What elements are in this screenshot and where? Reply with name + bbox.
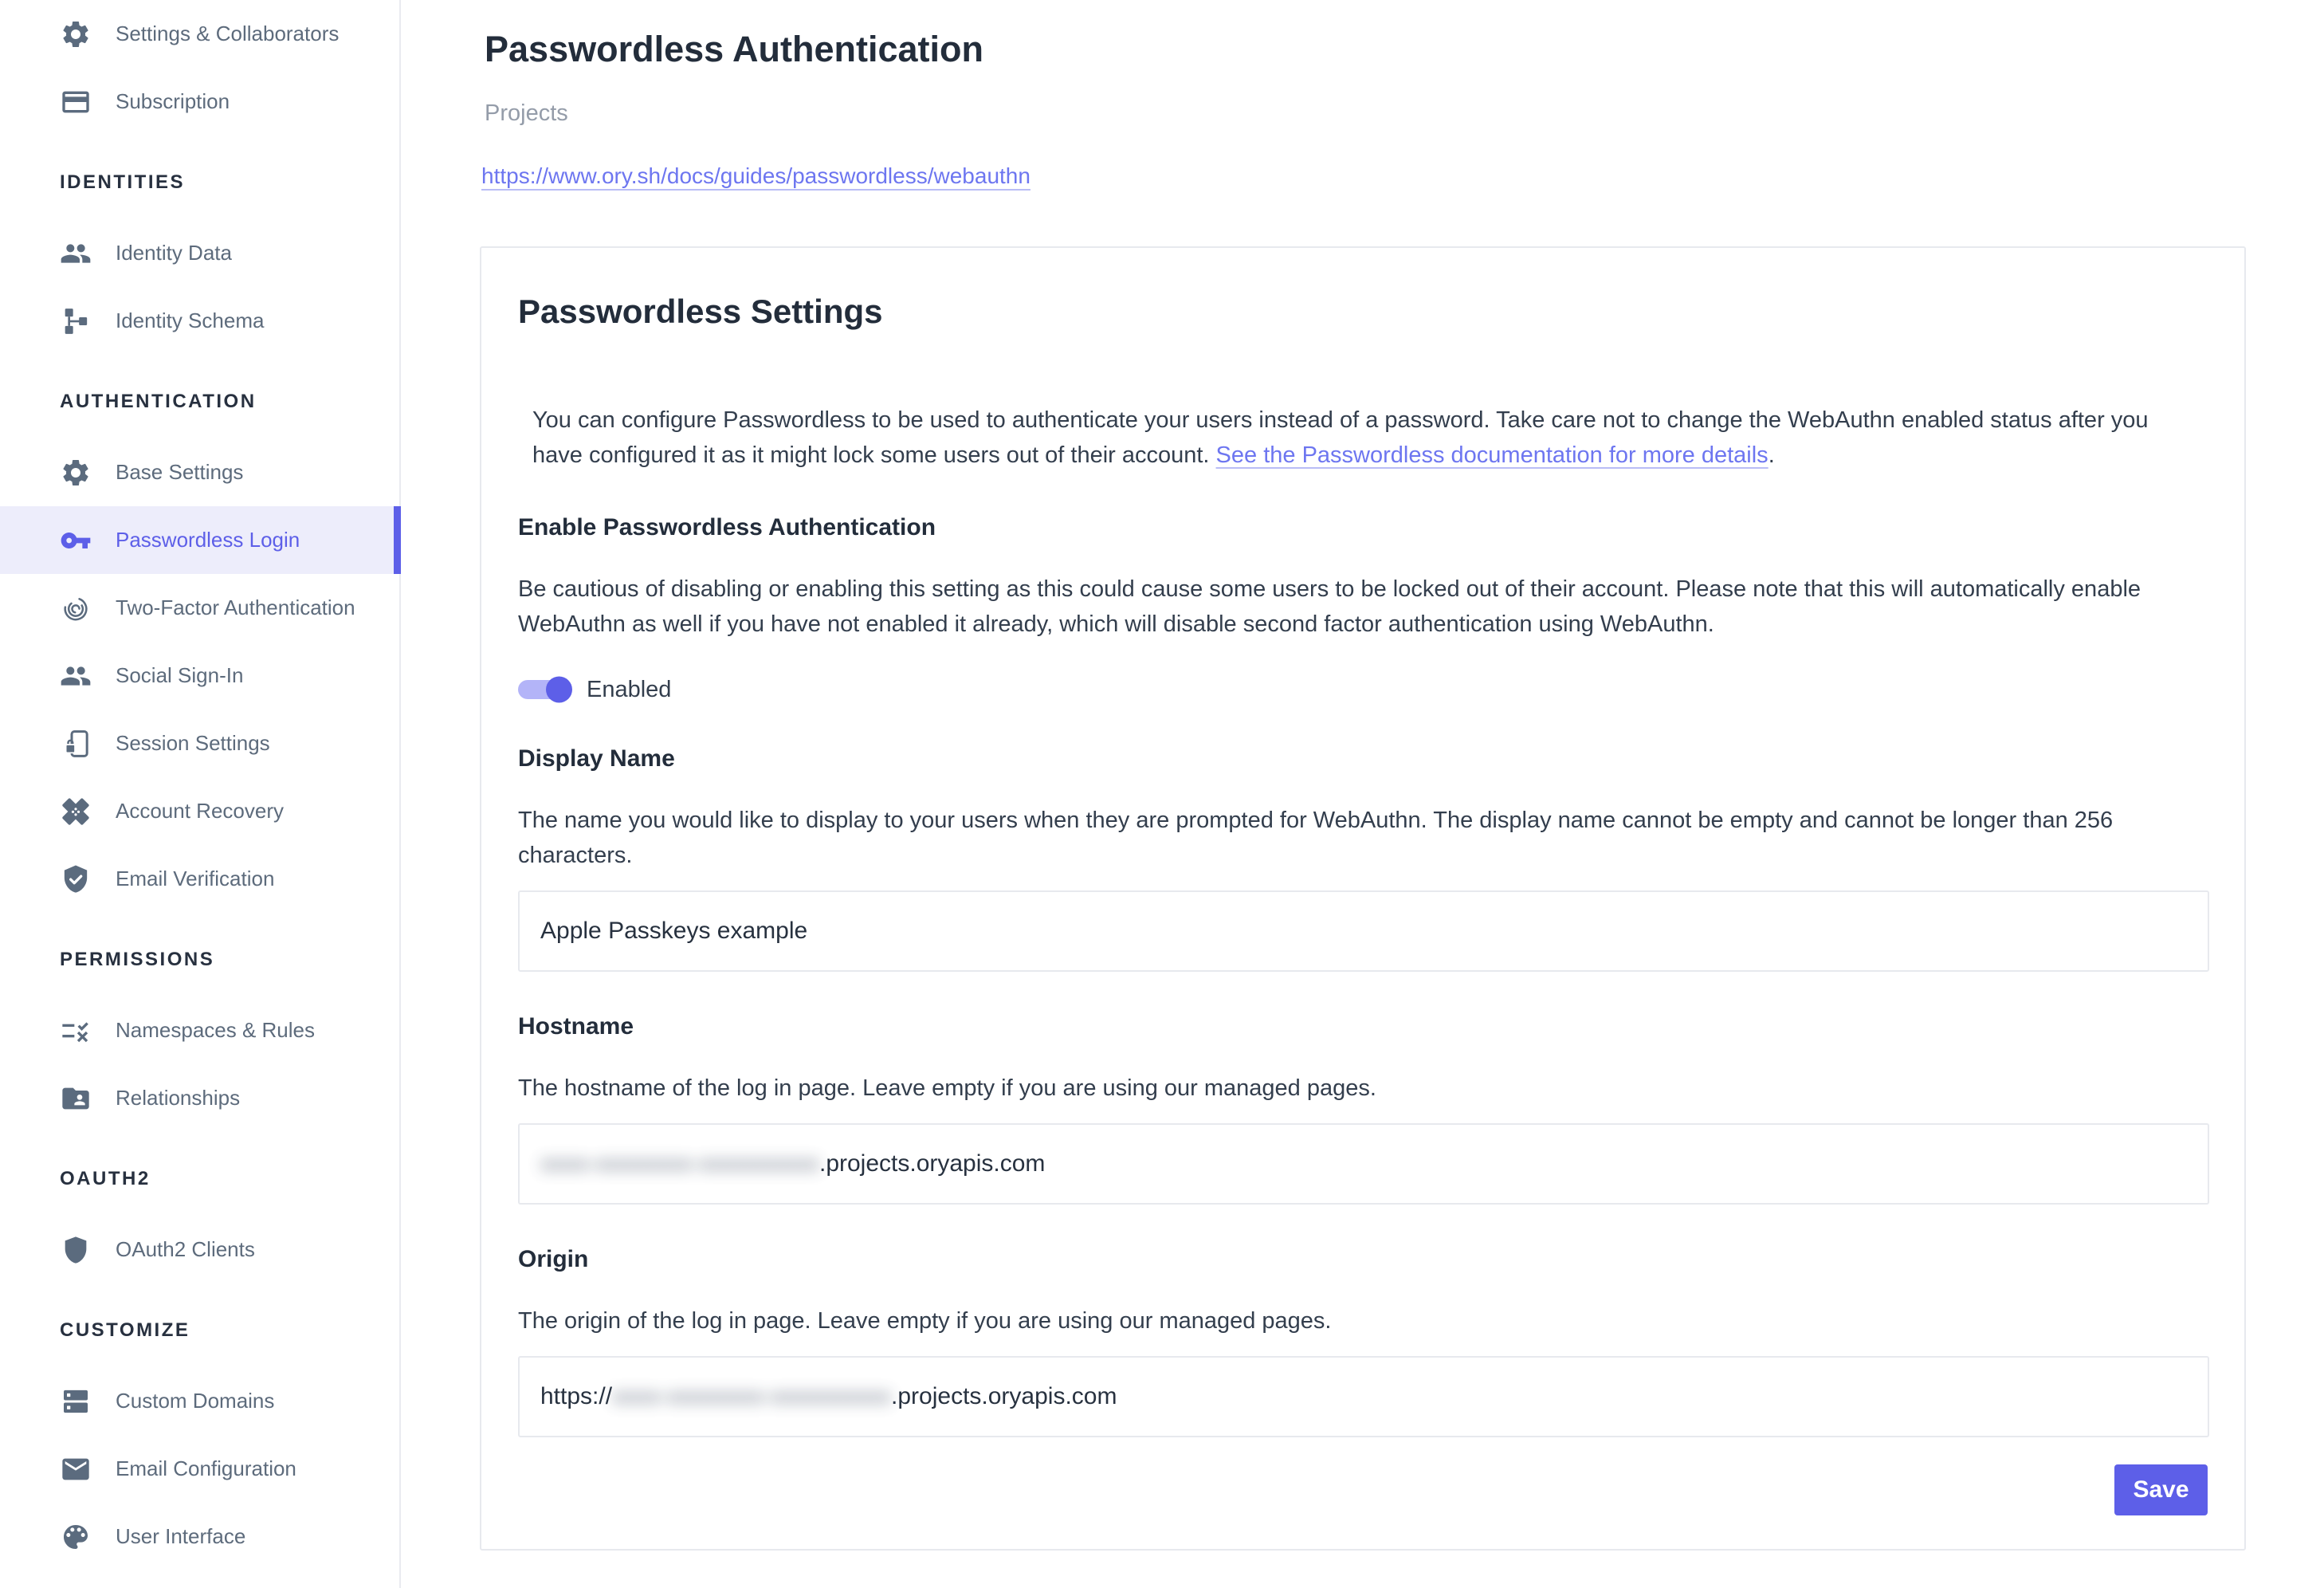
sidebar-item-passwordless-login[interactable] bbox=[0, 506, 399, 574]
main-content bbox=[480, 0, 2246, 1551]
sidebar-item-label: Custom Domains bbox=[116, 1389, 275, 1413]
palette-icon bbox=[60, 1521, 92, 1553]
hostname-input[interactable] bbox=[518, 1123, 2209, 1205]
sidebar-item-label: Two-Factor Authentication bbox=[116, 596, 355, 619]
people-icon bbox=[60, 238, 92, 269]
rule-icon bbox=[60, 1015, 92, 1047]
enable-toggle-row bbox=[518, 675, 2208, 704]
passwordless-docs-link[interactable]: See the Passwordless documentation for more details bbox=[1215, 442, 1769, 468]
sidebar-item-label: Account Recovery bbox=[116, 799, 284, 823]
hostname-title: Hostname bbox=[518, 1013, 634, 1040]
folder-user-icon bbox=[60, 1083, 92, 1114]
sidebar-item-label: Subscription bbox=[116, 89, 230, 113]
sidebar-item-label: OAuth2 Clients bbox=[116, 1237, 255, 1261]
sidebar-item-label: Email Configuration bbox=[116, 1456, 296, 1480]
hostname-description: The hostname of the log in page. Leave empty if you are using our managed pages. bbox=[518, 1075, 1376, 1101]
shield-icon bbox=[60, 1234, 92, 1266]
redacted-hostname: xxxx-xxxxxxxx-xxxxxxxxxx bbox=[540, 1150, 819, 1177]
sidebar-item-two-factor[interactable] bbox=[0, 574, 399, 642]
sidebar-item-label: Namespaces & Rules bbox=[116, 1018, 315, 1042]
sidebar-item-account-recovery[interactable] bbox=[0, 777, 399, 845]
sidebar-item-identity-schema[interactable] bbox=[0, 287, 399, 355]
sidebar-item-label: Social Sign-In bbox=[116, 663, 244, 687]
sidebar-section-permissions: PERMISSIONS bbox=[60, 948, 215, 970]
gear-icon bbox=[60, 18, 92, 50]
sidebar-item-identity-data[interactable] bbox=[0, 219, 399, 287]
fingerprint-icon bbox=[60, 592, 92, 624]
sidebar-item-label: Identity Data bbox=[116, 241, 232, 265]
sidebar-section-oauth2: OAUTH2 bbox=[60, 1167, 151, 1189]
toggle-knob bbox=[546, 677, 572, 703]
schema-icon bbox=[60, 305, 92, 337]
docs-link[interactable]: https://www.ory.sh/docs/guides/passwordless/webauthn bbox=[481, 163, 1030, 188]
origin-prefix: https:// bbox=[540, 1383, 613, 1409]
sidebar-item-oauth2-clients[interactable] bbox=[0, 1216, 399, 1283]
breadcrumb: Projects bbox=[485, 100, 568, 126]
sidebar-item-label: User Interface bbox=[116, 1524, 246, 1548]
passwordless-toggle[interactable] bbox=[518, 680, 571, 699]
page-title: Passwordless Authentication bbox=[485, 29, 983, 69]
device-lock-icon bbox=[60, 728, 92, 760]
sidebar-item-namespaces-rules[interactable] bbox=[0, 996, 399, 1064]
key-icon bbox=[60, 525, 92, 556]
sidebar-section-authentication: AUTHENTICATION bbox=[60, 390, 257, 412]
enable-section-title: Enable Passwordless Authentication bbox=[518, 514, 936, 540]
shield-check-icon bbox=[60, 863, 92, 895]
sidebar-item-subscription[interactable] bbox=[0, 68, 399, 136]
card-intro bbox=[532, 403, 2204, 473]
sidebar-section-identities: IDENTITIES bbox=[60, 171, 186, 193]
intro-period: . bbox=[1768, 442, 1775, 468]
card-actions bbox=[518, 1464, 2208, 1515]
servers-icon bbox=[60, 1386, 92, 1417]
envelope-icon bbox=[60, 1453, 92, 1485]
origin-input[interactable] bbox=[518, 1356, 2209, 1437]
sidebar bbox=[0, 0, 401, 1588]
save-button[interactable]: Save bbox=[2114, 1464, 2208, 1515]
sidebar-section-customize: CUSTOMIZE bbox=[60, 1319, 190, 1341]
bandage-icon bbox=[60, 796, 92, 827]
origin-description: The origin of the log in page. Leave empty if you are using our managed pages. bbox=[518, 1308, 1332, 1334]
sidebar-item-label: Settings & Collaborators bbox=[116, 22, 340, 45]
gear-icon bbox=[60, 457, 92, 489]
display-name-input[interactable] bbox=[518, 890, 2209, 972]
sidebar-item-label: Base Settings bbox=[116, 460, 244, 484]
toggle-label: Enabled bbox=[587, 676, 672, 702]
sidebar-item-email-configuration[interactable] bbox=[0, 1435, 399, 1503]
sidebar-item-base-settings[interactable] bbox=[0, 438, 399, 506]
sidebar-item-session-settings[interactable] bbox=[0, 709, 399, 777]
origin-title: Origin bbox=[518, 1246, 589, 1272]
sidebar-item-label: Identity Schema bbox=[116, 309, 265, 332]
sidebar-item-custom-domains[interactable] bbox=[0, 1367, 399, 1435]
redacted-origin: xxxx-xxxxxxxx-xxxxxxxxxx bbox=[612, 1383, 892, 1409]
sidebar-item-label: Email Verification bbox=[116, 867, 275, 890]
passwordless-settings-card bbox=[480, 246, 2246, 1551]
credit-card-icon bbox=[60, 86, 92, 118]
origin-suffix: .projects.oryapis.com bbox=[891, 1383, 1117, 1409]
sidebar-item-label: Passwordless Login bbox=[116, 528, 300, 552]
intro-text: You can configure Passwordless to be used to authenticate your users instead of a password. Take care not to change the WebAuthn enabled status after you have configured it as it might lock some users out of their account. bbox=[532, 407, 2149, 468]
enable-section-description: Be cautious of disabling or enabling this setting as this could cause some users to be locked out of their account. Please note that this will automatically enable WebAuthn as well if you have not enabled it already, which will disable second factor authentication using WebAuthn. bbox=[518, 576, 2141, 637]
display-name-title: Display Name bbox=[518, 745, 675, 772]
sidebar-item-email-verification[interactable] bbox=[0, 845, 399, 913]
hostname-suffix: .projects.oryapis.com bbox=[819, 1150, 1046, 1177]
display-name-description: The name you would like to display to your users when they are prompted for WebAuthn. The display name cannot be empty and cannot be longer than 256 characters. bbox=[518, 808, 2114, 868]
people-icon bbox=[60, 660, 92, 692]
sidebar-item-label: Relationships bbox=[116, 1086, 241, 1110]
sidebar-item-label: Session Settings bbox=[116, 731, 270, 755]
sidebar-item-social-sign-in[interactable] bbox=[0, 642, 399, 709]
sidebar-item-settings-collaborators[interactable] bbox=[0, 0, 399, 68]
sidebar-item-user-interface[interactable] bbox=[0, 1503, 399, 1570]
sidebar-item-relationships[interactable] bbox=[0, 1064, 399, 1132]
card-title: Passwordless Settings bbox=[518, 293, 883, 330]
